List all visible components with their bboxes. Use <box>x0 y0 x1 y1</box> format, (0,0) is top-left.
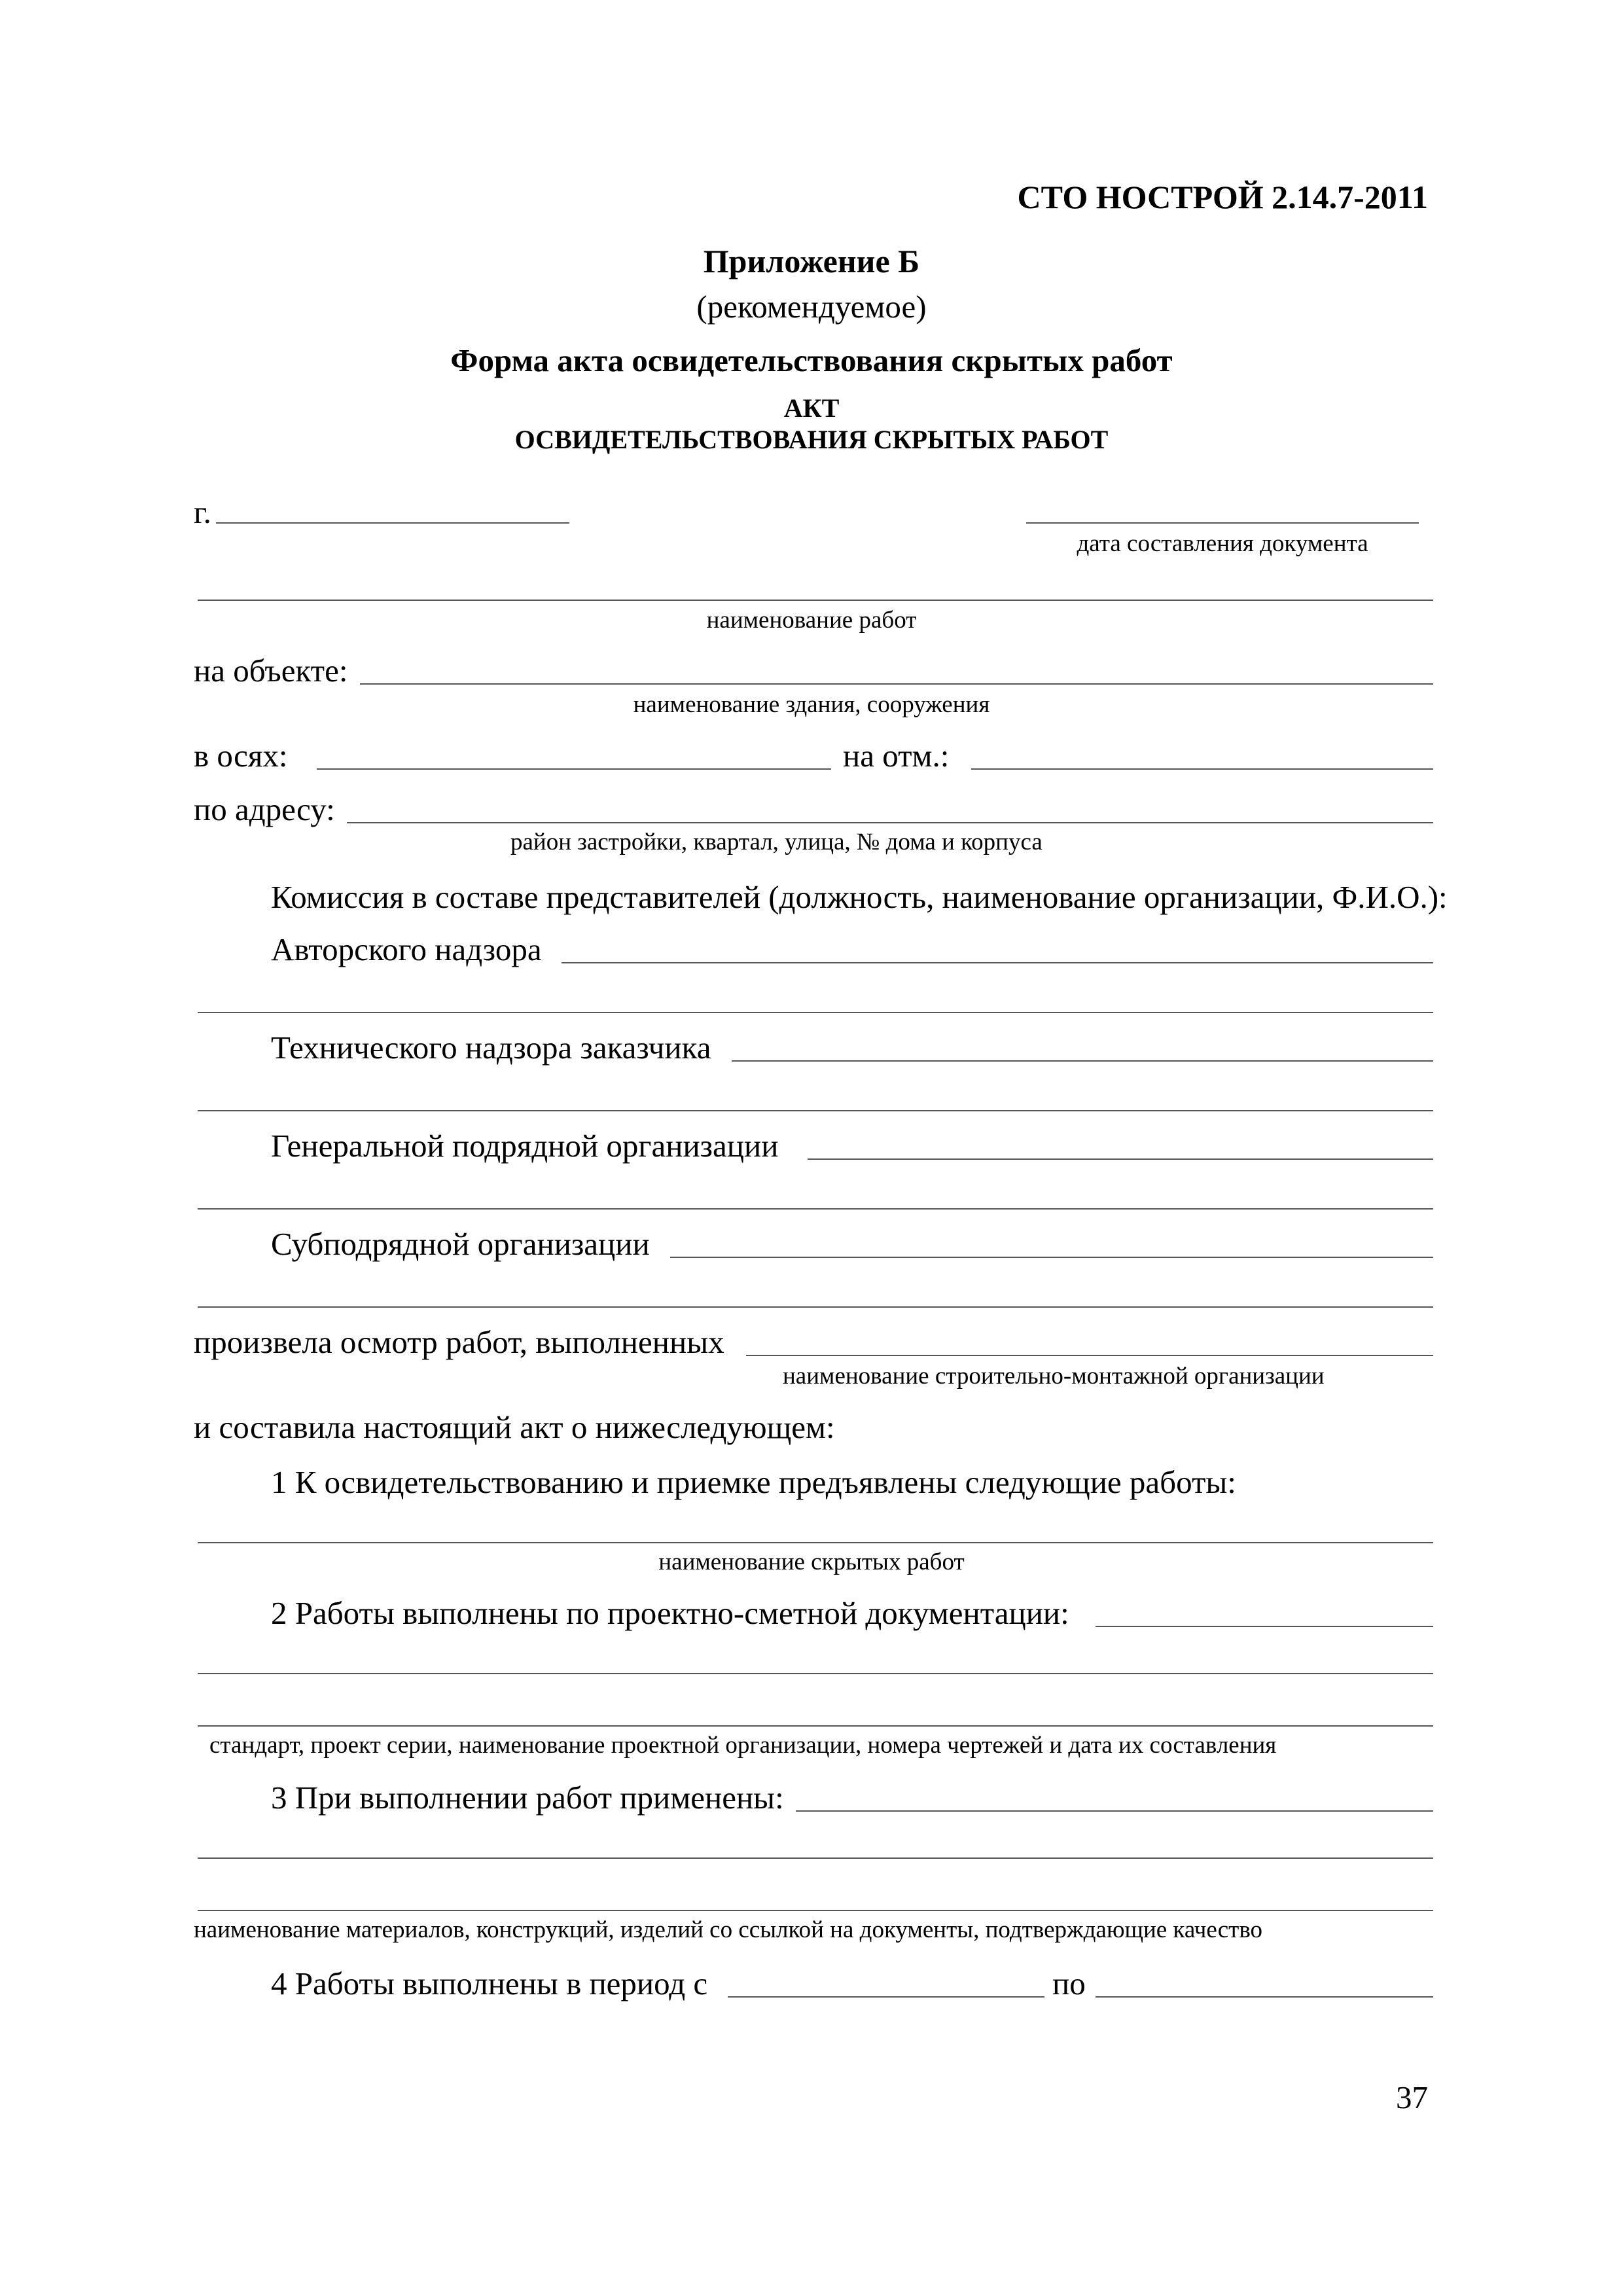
materials-field-2[interactable] <box>198 1857 1433 1859</box>
inspected-label: произвела осмотр работ, выполненных <box>194 1324 724 1360</box>
materials-field[interactable] <box>796 1810 1433 1812</box>
contractor-field[interactable] <box>746 1355 1433 1356</box>
city-field[interactable] <box>216 522 569 524</box>
act-subtitle: ОСВИДЕТЕЛЬСТВОВАНИЯ СКРЫТЫХ РАБОТ <box>514 425 1109 454</box>
design-docs-field[interactable] <box>1096 1626 1433 1627</box>
tech-supervision-label: Технического надзора заказчика <box>271 1030 711 1066</box>
item-4-text: 4 Работы выполнены в период с <box>271 1965 708 2001</box>
page-number: 37 <box>1396 2079 1428 2115</box>
design-docs-field-3[interactable] <box>198 1725 1433 1727</box>
hidden-works-field[interactable] <box>198 1542 1433 1543</box>
act-title: АКТ <box>783 393 840 423</box>
design-docs-caption: стандарт, проект серии, наименование проектной организации, номера чертежей и дата их составления <box>209 1732 1277 1759</box>
elevation-field[interactable] <box>971 768 1433 770</box>
appendix-subtitle: (рекомендуемое) <box>696 289 927 325</box>
elevation-label: на отм.: <box>843 738 950 774</box>
date-caption: дата составления документа <box>1077 530 1368 557</box>
item-3-text: 3 При выполнении работ применены: <box>271 1780 784 1816</box>
object-field[interactable] <box>360 683 1433 685</box>
tech-supervision-field-2[interactable] <box>198 1110 1433 1111</box>
date-field[interactable] <box>1026 522 1419 524</box>
compiled-text: и составила настоящий акт о нижеследующем: <box>194 1409 835 1445</box>
tech-supervision-field[interactable] <box>732 1060 1433 1062</box>
subcontractor-label: Субподрядной организации <box>271 1226 650 1262</box>
item-2-text: 2 Работы выполнены по проектно-сметной документации: <box>271 1595 1069 1631</box>
address-label: по адресу: <box>194 791 335 827</box>
author-supervision-label: Авторского надзора <box>271 931 542 967</box>
commission-text: Комиссия в составе представителей (должность, наименование организации, Ф.И.О.): <box>271 879 1448 915</box>
general-contractor-field-2[interactable] <box>198 1208 1433 1210</box>
object-label: на объекте: <box>194 653 348 689</box>
item-1-text: 1 К освидетельствованию и приемке предъявлены следующие работы: <box>271 1464 1236 1500</box>
general-contractor-field[interactable] <box>808 1158 1433 1160</box>
materials-field-3[interactable] <box>198 1910 1433 1911</box>
work-name-field[interactable] <box>198 600 1433 601</box>
work-caption: наименование работ <box>706 607 917 634</box>
address-field[interactable] <box>347 822 1433 823</box>
object-caption: наименование здания, сооружения <box>633 691 990 718</box>
appendix-title: Приложение Б <box>703 243 920 279</box>
design-docs-field-2[interactable] <box>198 1673 1433 1674</box>
subcontractor-field[interactable] <box>670 1257 1433 1258</box>
period-to-field[interactable] <box>1096 1996 1433 1998</box>
general-contractor-label: Генеральной подрядной организации <box>271 1128 779 1164</box>
axes-label: в осях: <box>194 738 288 774</box>
city-label: г. <box>194 494 211 530</box>
axes-field[interactable] <box>317 768 831 770</box>
form-title: Форма акта освидетельствования скрытых работ <box>450 342 1173 378</box>
author-supervision-field-2[interactable] <box>198 1012 1433 1013</box>
subcontractor-field-2[interactable] <box>198 1306 1433 1308</box>
author-supervision-field[interactable] <box>562 962 1433 963</box>
address-caption: район застройки, квартал, улица, № дома и корпуса <box>510 829 1043 855</box>
period-to-label: по <box>1052 1965 1086 2001</box>
document-code: СТО НОСТРОЙ 2.14.7-2011 <box>1017 179 1428 215</box>
materials-caption: наименование материалов, конструкций, изделий со ссылкой на документы, подтверждающие качество <box>194 1916 1263 1943</box>
period-from-field[interactable] <box>728 1996 1044 1998</box>
contractor-caption: наименование строительно-монтажной организации <box>783 1363 1325 1390</box>
hidden-works-caption: наименование скрытых работ <box>658 1549 965 1575</box>
